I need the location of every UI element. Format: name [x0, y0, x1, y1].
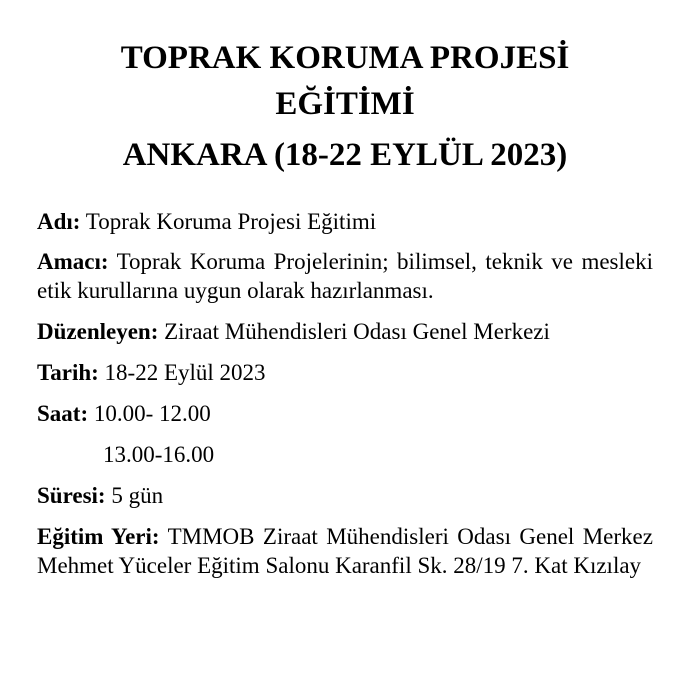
field-date [37, 358, 653, 387]
field-purpose [37, 247, 653, 305]
field-venue [37, 522, 653, 580]
document-title [37, 35, 653, 127]
field-venue-value: TMMOB Ziraat Mühendisleri Odası Genel Merkez Mehmet Yüceler Eğitim Salonu Karanfil Sk. 28/19 7. Kat Kızılay [37, 524, 653, 578]
field-date-value: 18-22 Eylül 2023 [104, 360, 266, 385]
field-duration [37, 481, 653, 510]
field-purpose-label: Amacı: [37, 249, 109, 274]
field-venue-label: Eğitim Yeri: [37, 524, 160, 549]
document [37, 0, 653, 592]
field-name [37, 207, 653, 236]
field-organizer [37, 317, 653, 346]
field-duration-label: Süresi: [37, 483, 106, 508]
field-time-value-2: 13.00-16.00 [103, 442, 215, 467]
location-date-heading: ANKARA (18-22 EYLÜL 2023) [122, 137, 568, 173]
field-organizer-value: Ziraat Mühendisleri Odası Genel Merkezi [164, 319, 550, 344]
title-line-1: TOPRAK KORUMA PROJESİ [120, 40, 570, 76]
field-time [37, 399, 653, 469]
title-line-2: EĞİTİMİ [275, 86, 415, 122]
field-organizer-label: Düzenleyen: [37, 319, 159, 344]
field-duration-value: 5 gün [111, 483, 164, 508]
field-purpose-value: Toprak Koruma Projelerinin; bilimsel, teknik ve mesleki etik kurullarına uygun olarak hazırlanması. [37, 249, 653, 303]
field-date-label: Tarih: [37, 360, 99, 385]
field-name-label: Adı: [37, 209, 81, 234]
field-time-value-1: 10.00- 12.00 [93, 401, 211, 426]
field-name-value: Toprak Koruma Projesi Eğitimi [85, 209, 377, 234]
field-time-label: Saat: [37, 401, 89, 426]
info-fields [37, 207, 653, 580]
